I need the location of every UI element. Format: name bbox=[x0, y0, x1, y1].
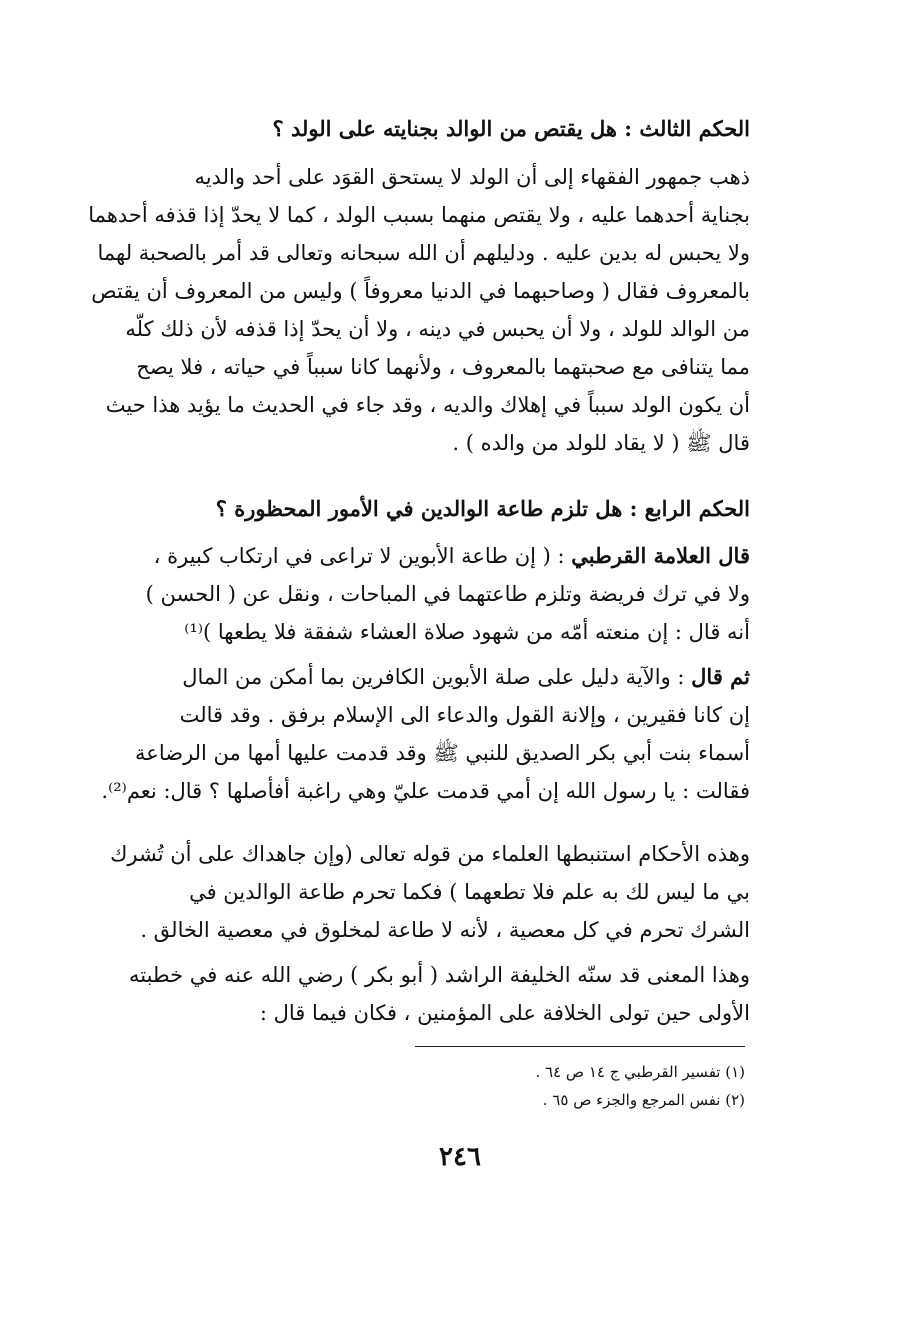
page-number: ٢٤٦ bbox=[439, 1142, 481, 1172]
body-line: الشرك تحرم في كل معصية ، لأنه لا طاعة لمخلوق في معصية الخالق . bbox=[140, 918, 750, 942]
body-line bbox=[70, 537, 750, 575]
footnote-2: (٢) نفس المرجع والجزء ص ٦٥ . bbox=[542, 1091, 745, 1109]
heading-ruling-3: الحكم الثالث : هل يقتص من الوالد بجنايته على الولد ؟ bbox=[272, 116, 750, 141]
body-line: الأولى حين تولى الخلافة على المؤمنين ، فكان فيما قال : bbox=[259, 1001, 750, 1025]
body-line: وهذا المعنى قد سنّه الخليفة الراشد ( أبو بكر ) رضي الله عنه في خطبته bbox=[128, 963, 750, 987]
section-4-heading-block bbox=[70, 490, 750, 528]
footnote-separator bbox=[415, 1046, 745, 1047]
section-4-paragraph-2 bbox=[70, 658, 750, 810]
section-4-paragraph-1 bbox=[70, 537, 750, 651]
body-line: بالمعروف فقال ( وصاحبهما في الدنيا معروفاً ) وليس من المعروف أن يقتص bbox=[91, 279, 750, 303]
body-line: ولا يحبس له بدين عليه . ودليلهم أن الله سبحانه وتعالى قد أمر بالصحبة لهما bbox=[97, 241, 750, 265]
body-line: مما يتنافى مع صحبتهما بالمعروف ، ولأنهما كانا سبباً في حياته ، فلا يصح bbox=[136, 355, 750, 379]
heading-ruling-4: الحكم الرابع : هل تلزم طاعة الوالدين في الأمور المحظورة ؟ bbox=[215, 496, 750, 521]
footnotes bbox=[380, 1058, 745, 1114]
body-line: فقالت : يا رسول الله إن أمي قدمت عليّ وهي راغبة أفأصلها ؟ قال: نعم⁽²⁾. bbox=[101, 779, 750, 803]
section-3-heading-block bbox=[70, 110, 750, 148]
body-line: أن يكون الولد سبباً في إهلاك والديه ، وقد جاء في الحديث ما يؤيد هذا حيث bbox=[105, 393, 750, 417]
body-line: ذهب جمهور الفقهاء إلى أن الولد لا يستحق القوَد على أحد والديه bbox=[194, 165, 750, 189]
footnote-1: (١) تفسير القرطبي ج ١٤ ص ٦٤ . bbox=[535, 1063, 745, 1081]
body-line: ولا في ترك فريضة وتلزم طاعتهما في المباحات ، ونقل عن ( الحسن ) bbox=[145, 582, 750, 606]
body-line: أنه قال : إن منعته أمّه من شهود صلاة العشاء شفقة فلا يطعها )⁽¹⁾ bbox=[184, 620, 750, 644]
body-line: وهذه الأحكام استنبطها العلماء من قوله تعالى (وإن جاهداك على أن تُشرك bbox=[110, 842, 750, 866]
body-line: أسماء بنت أبي بكر الصديق للنبي ﷺ وقد قدمت عليها أمها من الرضاعة bbox=[135, 741, 750, 765]
body-line: بي ما ليس لك به علم فلا تطعهما ) فكما تحرم طاعة الوالدين في bbox=[189, 880, 750, 904]
then-said: ثم قال bbox=[691, 664, 750, 689]
body-line: بجناية أحدهما عليه ، ولا يقتص منهما بسبب الولد ، كما لا يحدّ إذا قذفه أحدهما bbox=[88, 203, 750, 227]
body-line: من الوالد للولد ، ولا أن يحبس في دينه ، ولا أن يحدّ إذا قذفه لأن ذلك كلّه bbox=[125, 317, 750, 341]
body-line-text: : والآية دليل على صلة الأبوين الكافرين بما أمكن من المال bbox=[182, 665, 692, 689]
quoted-author: قال العلامة القرطبي bbox=[571, 543, 750, 568]
body-line-text: : ( إن طاعة الأبوين لا تراعى في ارتكاب كبيرة ، bbox=[153, 544, 572, 568]
body-line: قال ﷺ ( لا يقاد للولد من والده ) . bbox=[452, 431, 750, 455]
body-line: إن كانا فقيرين ، وإلانة القول والدعاء الى الإسلام برفق . وقد قالت bbox=[179, 703, 750, 727]
body-line bbox=[70, 658, 750, 696]
section-4-paragraph-3 bbox=[70, 835, 750, 949]
section-3-paragraph bbox=[70, 158, 750, 462]
section-4-paragraph-4 bbox=[70, 956, 750, 1032]
